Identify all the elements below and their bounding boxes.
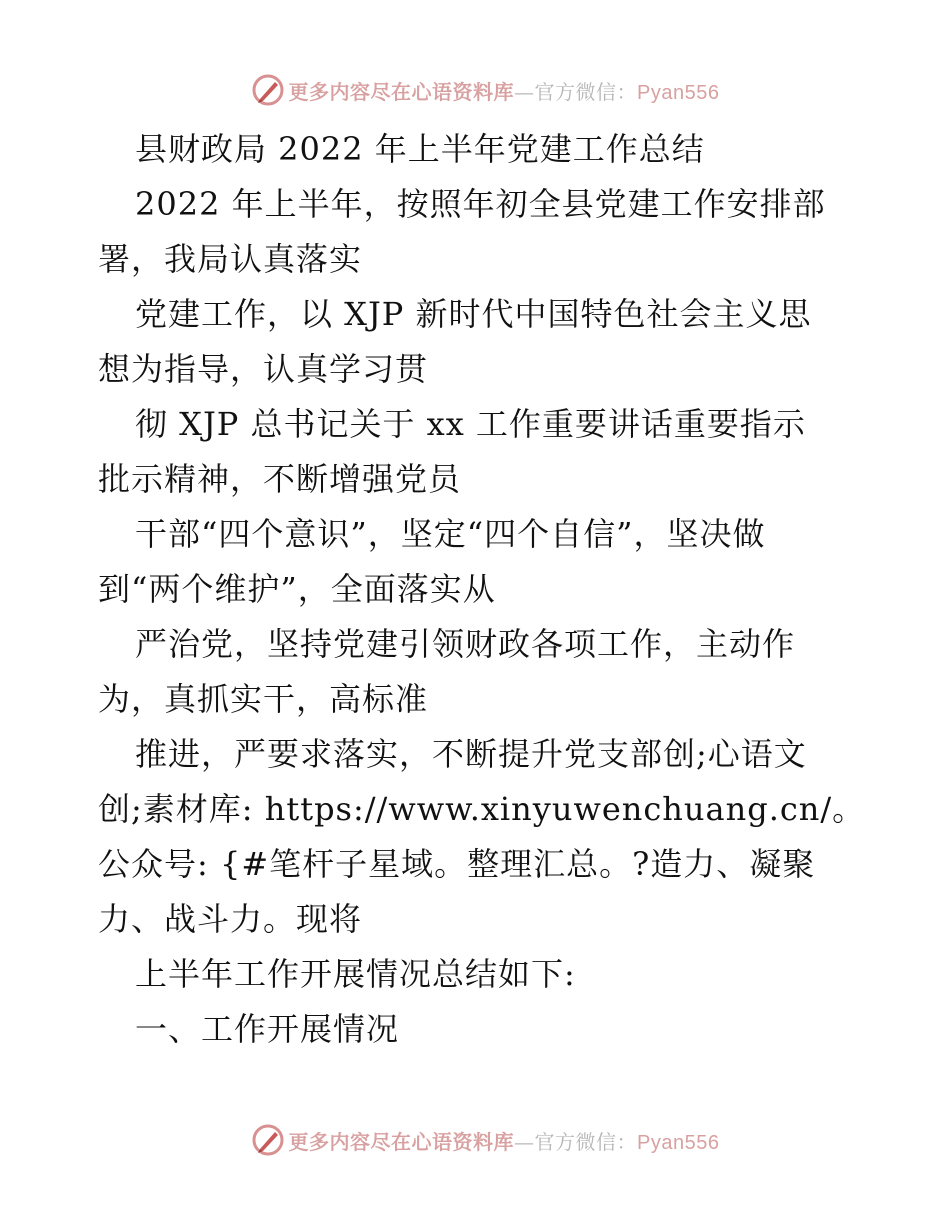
section-heading: 一、工作开展情况: [135, 1010, 400, 1048]
banner-wechat-label: 官方微信：: [534, 1129, 638, 1154]
paragraph-line: 批示精神，不断增强党员: [98, 460, 462, 498]
document-title: 县财政局 2022 年上半年党建工作总结: [135, 130, 705, 168]
banner-wechat-label: 官方微信：: [534, 79, 638, 104]
paragraph-line: 党建工作，以 XJP 新时代中国特色社会主义思: [135, 295, 812, 333]
footer-watermark-banner: [0, 1120, 950, 1160]
paragraph-line: 到“两个维护”，全面落实从: [98, 570, 496, 608]
banner-main-text: 更多内容尽在心语资料库: [288, 1129, 515, 1154]
banner-separator: —: [514, 79, 535, 104]
paragraph-line: 公众号: {#笔杆子星域。整理汇总。?造力、凝聚: [98, 845, 816, 883]
banner-group: [251, 1123, 720, 1157]
paragraph-line: 为，真抓实干，高标准: [98, 680, 429, 718]
banner-separator: —: [514, 1129, 535, 1154]
quill-logo-icon: [251, 73, 285, 107]
paragraph-line: 干部“四个意识”，坚定“四个自信”，坚决做: [135, 515, 766, 553]
document-body: [98, 122, 866, 1057]
banner-wechat-id: Pyan556: [637, 81, 720, 104]
banner-text: [289, 76, 720, 105]
banner-main-text: 更多内容尽在心语资料库: [288, 79, 515, 104]
paragraph-line: 想为指导，认真学习贯: [98, 350, 429, 388]
paragraph-line: 上半年工作开展情况总结如下:: [135, 955, 576, 993]
paragraph-line: 创;素材库: https://www.xinyuwenchuang.cn/。: [98, 790, 866, 828]
paragraph-line: 署，我局认真落实: [98, 240, 363, 278]
quill-logo-icon: [251, 1123, 285, 1157]
banner-text: [289, 1126, 720, 1155]
header-watermark-banner: [0, 70, 950, 110]
paragraph-line: 彻 XJP 总书记关于 xx 工作重要讲话重要指示: [135, 405, 806, 443]
banner-wechat-id: Pyan556: [637, 1131, 720, 1154]
paragraph-line: 力、战斗力。现将: [98, 900, 363, 938]
paragraph-line: 推进，严要求落实，不断提升党支部创;心语文: [135, 735, 807, 773]
paragraph-line: 2022 年上半年，按照年初全县党建工作安排部: [135, 185, 826, 223]
paragraph-line: 严治党，坚持党建引领财政各项工作，主动作: [135, 625, 796, 663]
banner-group: [251, 73, 720, 107]
